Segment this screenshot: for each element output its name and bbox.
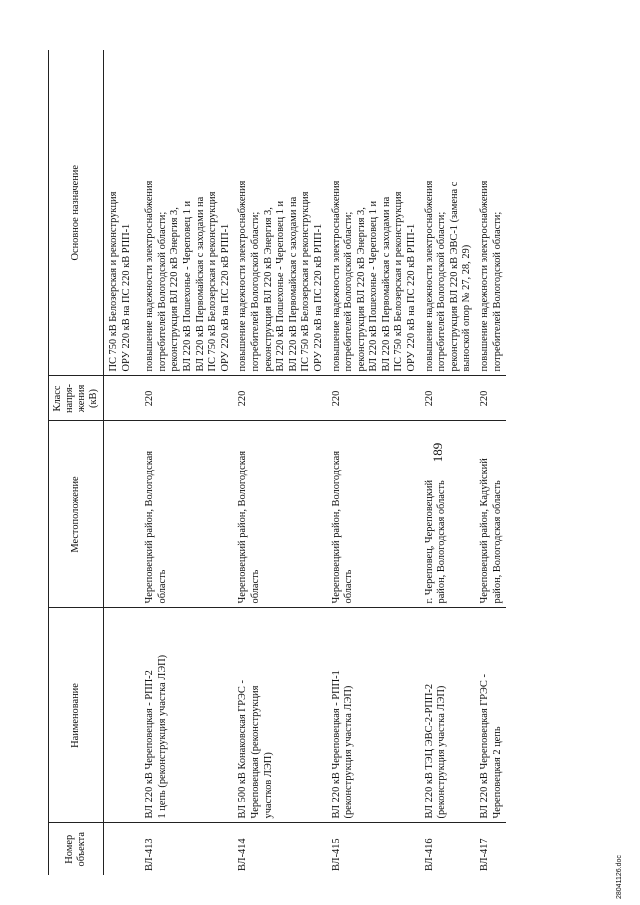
cell-purpose: повышение надежности электроснабжения потребителей Вологодской области; реконструкция ВЛ 220 кВ ЭВС-1 (замена с выноской опор № 27, 28, 29) (423, 180, 473, 372)
cell-name: ВЛ 220 кВ Череповецкая - РПП-1 (реконструкция участка ЛЭП) (328, 608, 421, 823)
table-row (234, 50, 327, 875)
cell-number: ВЛ-417 (476, 823, 506, 875)
cell-voltage: 220 (421, 376, 476, 421)
cell-purpose: ПС 750 кВ Белозерская и реконструкция ОРУ 220 кВ на ПС 220 кВ РПП-1 (108, 191, 132, 372)
cell-purpose: повышение надежности электроснабжения потребителей Вологодской области; реконструкция ВЛ 220 кВ Энергия 3, ВЛ 220 кВ Пошехонье - Череповец 1 и ВЛ 220 кВ Первомайская с заходами на ПС 750 кВ Белозерская и реконструкция ОРУ 220 кВ на ПС 220 кВ РПП-1 (330, 180, 418, 372)
cell-number: ВЛ-414 (234, 823, 327, 875)
table-row (421, 50, 476, 875)
cell-location: Череповецкий район, Вологодская область (328, 421, 421, 608)
cell-voltage: 220 (476, 376, 506, 421)
header-purpose: Основное назначение (49, 50, 104, 376)
cell-location: г. Череповец, Череповецкий район, Вологодская область (421, 421, 476, 608)
document-id: 28041126.doc (616, 855, 623, 899)
table-header (49, 50, 104, 875)
cell-name: ВЛ 500 кВ Конаковская ГРЭС - Череповецкая (реконструкция участков ЛЭП) (234, 608, 327, 823)
table-row-continuation (104, 50, 142, 875)
cell-number: ВЛ-415 (328, 823, 421, 875)
cell-voltage (104, 376, 142, 421)
table-row (476, 50, 506, 875)
cell-voltage: 220 (328, 376, 421, 421)
cell-location (104, 421, 142, 608)
cell-location: Череповецкий район, Вологодская область (234, 421, 327, 608)
header-name: Наименование (49, 608, 104, 823)
cell-purpose: повышение надежности электроснабжения потребителей Вологодской области; реконструкция ВЛ 220 кВ Энергия 3, ВЛ 220 кВ Пошехонье - Череповец 1 и ВЛ 220 кВ Первомайская с заходами на ПС 750 кВ Белозерская и реконструкция ОРУ 220 кВ на ПС 220 кВ РПП-1 (144, 180, 231, 372)
header-location: Местоположение (49, 421, 104, 608)
cell-purpose: повышение надежности электроснабжения потребителей Вологодской области; реконструкция ВЛ 220 кВ Энергия 3, ВЛ 220 кВ Пошехонье - Череповец 1 и ВЛ 220 кВ Первомайская с заходами на ПС 750 кВ Белозерская и реконструкция ОРУ 220 кВ на ПС 220 кВ РПП-1 (237, 180, 324, 372)
table-row (141, 50, 234, 875)
header-number: Номер объекта (49, 823, 104, 875)
cell-location: Череповецкий район, Кадуйский район, Вологодская область (476, 421, 506, 608)
cell-purpose: повышение надежности электроснабжения потребителей Вологодской области; (479, 180, 503, 372)
cell-voltage: 220 (141, 376, 234, 421)
cell-location: Череповецкий район, Вологодская область (141, 421, 234, 608)
cell-number: ВЛ-413 (141, 823, 234, 875)
table-row (328, 50, 421, 875)
cell-voltage: 220 (234, 376, 327, 421)
cell-name: ВЛ 220 кВ Череповецкая ГРЭС - Череповецкая 2 цепь (476, 608, 506, 823)
cell-number (104, 823, 142, 875)
cell-number: ВЛ-416 (421, 823, 476, 875)
cell-name: ВЛ 220 кВ ТЭЦ ЭВС-2-РПП-2 (реконструкция участка ЛЭП) (421, 608, 476, 823)
cell-name (104, 608, 142, 823)
page-number: 189 (430, 442, 445, 463)
cell-name: ВЛ 220 кВ Череповецкая - РПП-2 1 цепь (реконструкция участка ЛЭП) (141, 608, 234, 823)
header-voltage: Класс напря- жения (кВ) (49, 376, 104, 421)
